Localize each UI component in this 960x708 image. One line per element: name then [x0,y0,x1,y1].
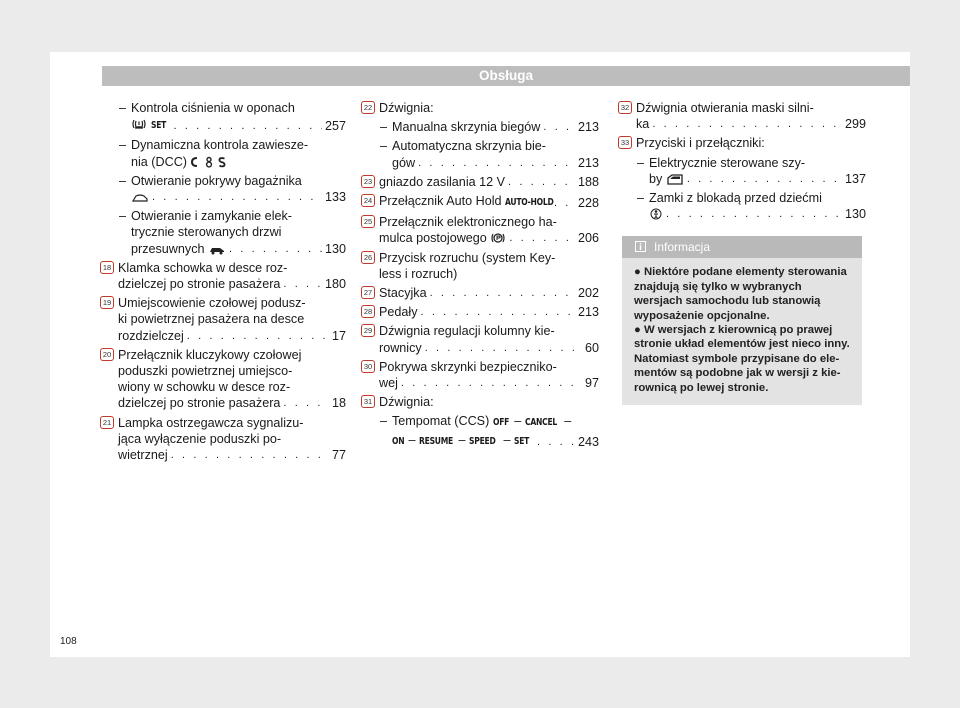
separator: – [564,414,572,429]
list-item [100,100,346,134]
item-text: rownicy [379,340,422,355]
list-item [361,100,599,116]
information-box [622,236,862,405]
separator: – [503,432,511,447]
item-text: Dźwignia otwierania maski silni- [636,101,814,115]
set-key-label: SET [514,435,530,447]
list-item [100,415,346,464]
header-title: Obsługa [478,68,533,83]
list-item [361,323,599,355]
separator: – [514,414,522,429]
item-text: – Elektrycznie sterowane szy- [649,155,806,170]
callout-number: 24 [361,194,375,207]
item-text: wiony w schowku w desce roz- [118,380,291,395]
item-text: Pokrywa skrzynki bezpieczniko- [379,359,557,374]
auto-hold-key-label: AUTO-HOLD [505,197,554,209]
item-text: poduszki powietrznej umiejsco- [118,364,293,379]
page-ref: 299 [844,117,866,132]
page-ref: 97 [584,376,599,391]
page-header [102,66,910,86]
dcc-comfort-icon [191,156,199,168]
list-item [361,359,599,391]
sliding-door-icon [209,245,225,255]
callout-number: 19 [100,296,114,309]
callout-number: 23 [361,175,375,188]
page-ref: 77 [331,448,346,463]
list-item [361,394,599,410]
list-item [361,214,599,246]
list-item [361,413,599,449]
item-text: nia (DCC) [131,154,187,169]
page-ref: 202 [577,286,599,301]
item-text: Przyciski i przełączniki: [636,136,765,151]
callout-number: 27 [361,286,375,299]
page-ref: 213 [577,305,599,320]
item-text: Tempomat (CCS) [392,414,490,429]
page-ref: 228 [577,196,599,211]
item-text: – Otwieranie i zamykanie elek- [131,209,292,224]
list-item [361,174,599,190]
item-text: Dźwignia: [379,101,434,115]
callout-number: 26 [361,251,375,264]
callout-number: 25 [361,215,375,228]
list-item [100,137,346,169]
item-text: dzielczej po stronie pasażera [118,396,281,411]
dcc-normal-icon [205,156,213,168]
callout-number: 28 [361,305,375,318]
callout-number: 29 [361,324,375,337]
item-text: Przełącznik elektronicznego ha- [379,215,557,230]
list-item [618,155,866,187]
column-2 [361,100,599,453]
list-item [100,173,346,205]
item-text: mulca postojowego [379,231,487,246]
item-text: Przycisk rozruchu (system Key- [379,250,556,265]
page-ref: 17 [331,328,346,343]
item-text: Stacyjka [379,286,427,301]
separator: – [458,432,466,447]
child-lock-icon [650,208,662,220]
page-ref: 213 [577,155,599,170]
callout-number: 18 [100,261,114,274]
item-text: przesuwnych [131,241,205,256]
item-text: Dźwignia: [379,395,434,410]
page-ref: 206 [577,231,599,246]
callout-number: 31 [361,395,375,408]
on-key-label: ON [392,435,405,447]
item-text: – Manualna skrzynia biegów [392,120,541,135]
list-item [361,193,599,211]
separator: – [408,432,416,447]
list-item [361,138,599,170]
list-item [100,208,346,257]
page-number: 108 [60,636,77,647]
speed-key-label: SPEED [469,435,496,447]
list-item [100,260,346,292]
item-text: ka [636,117,650,132]
item-text: – Kontrola ciśnienia w oponach [131,101,295,115]
list-item [361,250,599,282]
item-text: wietrznej [118,448,168,463]
page-ref: 137 [844,171,866,186]
cancel-key-label: CANCEL [524,417,557,429]
page-ref: 130 [844,207,866,222]
page-ref: 133 [324,190,346,205]
resume-key-label: RESUME [419,435,454,447]
item-text: rozdzielczej [118,328,184,343]
item-text: by [649,171,663,186]
off-key-label: OFF [492,417,509,429]
page-ref: 257 [324,119,346,134]
callout-number: 32 [618,101,632,114]
power-window-icon [667,174,683,185]
list-item [361,119,599,135]
item-text: Pedały [379,305,418,320]
item-text: – Dynamiczna kontrola zawiesze- [131,138,309,153]
list-item [618,190,866,222]
page-ref: 188 [577,174,599,189]
item-text: jąca wyłączenie poduszki po- [118,431,282,446]
list-item [361,304,599,320]
callout-number: 30 [361,360,375,373]
item-text: – Zamki z blokadą przed dziećmi [649,191,822,206]
list-item [618,100,866,132]
information-body [622,258,862,395]
page-ref: 60 [584,340,599,355]
item-text: Przełącznik kluczykowy czołowej [118,347,302,362]
list-item [100,295,346,344]
page-ref: 180 [324,277,346,292]
information-title: Informacja [654,240,711,255]
item-text: wej [379,376,398,391]
trunk-lid-icon [132,193,148,203]
info-bullet: ● W wersjach z kierownicą po prawej stronie układ elementów jest nieco inny. Natomiast symbole przypisane do elementów są podobne jak w wersji z kierownicą po lewej stronie. [634,324,850,394]
set-key-label: SET [150,120,166,132]
callout-number: 20 [100,348,114,361]
info-icon [635,241,646,252]
information-header [622,236,862,258]
column-3 [618,100,866,405]
item-text: – Otwieranie pokrywy bagażnika [131,173,302,188]
info-bullet: ● Niektóre podane elementy sterowania znajdują się tylko w wybranych wersjach samochodu lub stanowią wyposażenie opcjonalne. [634,266,847,322]
callout-number: 21 [100,416,114,429]
item-text: gów [392,155,416,170]
callout-number: 22 [361,101,375,114]
item-text: gniazdo zasilania 12 V [379,174,506,189]
item-text: less i rozruch) [379,266,458,281]
page-ref: 243 [577,434,599,449]
item-text: dzielczej po stronie pasażera [118,277,281,292]
item-text: Przełącznik Auto Hold [379,194,502,209]
list-item [361,285,599,301]
callout-number: 33 [618,136,632,149]
list-item [100,347,346,412]
list-item [618,135,866,151]
page-ref: 213 [577,120,599,135]
tire-pressure-icon [132,118,146,130]
parking-brake-icon [491,232,505,244]
page-ref: 130 [324,241,346,256]
item-text: Umiejscowienie czołowej podusz- [118,296,306,311]
dcc-sport-icon [218,156,226,168]
manual-page [50,52,910,657]
item-text: Lampka ostrzegawcza sygnalizu- [118,415,304,430]
item-text: ki powietrznej pasażera na desce [118,312,305,327]
column-1 [100,100,346,466]
item-text: – Automatyczna skrzynia bie- [392,139,546,154]
item-text: trycznie sterowanych drzwi [131,225,282,240]
item-text: Dźwignia regulacji kolumny kie- [379,324,555,339]
page-ref: 18 [331,396,346,411]
item-text: Klamka schowka w desce roz- [118,260,288,275]
